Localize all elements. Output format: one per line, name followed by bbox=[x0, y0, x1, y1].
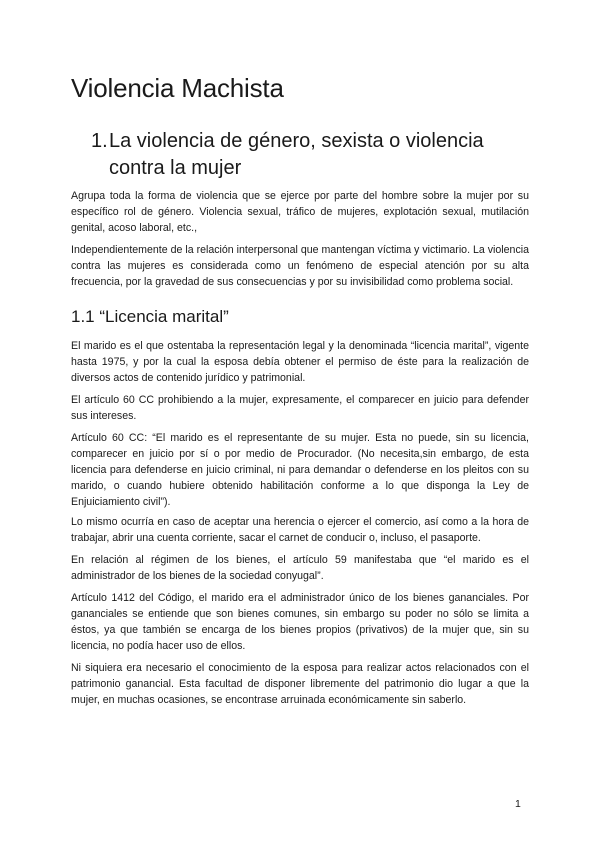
section-number: 1. bbox=[91, 130, 108, 152]
page-number: 1 bbox=[515, 798, 521, 810]
intro-paragraph-1: Agrupa toda la forma de violencia que se ejerce por parte del hombre sobre la mujer por su específico rol de género. Violencia sexual, tráfico de mujeres, explotación sexual, mutilación genital, acoso laboral, etc., bbox=[71, 190, 529, 234]
body-paragraph-6: Artículo 1412 del Código, el marido era el administrador único de los bienes gananciales. Por gananciales se entiende que son bienes comunes, sin embargo su poder no sólo se limita a éstos, ya que también se encarga de los bienes propios (privativos) de la mujer que, sin su licencia, no podía hacer uso de ellos. bbox=[71, 592, 529, 652]
section-heading bbox=[91, 128, 531, 182]
body-paragraph-1: El marido es el que ostentaba la representación legal y la denominada “licencia marital”, vigente hasta 1975, y por la cual la esposa debía obtener el permiso de éste para la realización de diversos actos de contenido jurídico y patrimonial. bbox=[71, 340, 529, 384]
section-title: La violencia de género, sexista o violencia contra la mujer bbox=[109, 130, 484, 179]
document-title: Violencia Machista bbox=[71, 73, 284, 103]
body-paragraph-3: Artículo 60 CC: “El marido es el representante de su mujer. Esta no puede, sin su licencia, comparecer en juicio por sí o por medio de Procurador. (No necesita,sin embargo, de esta licencia para defenderse en juicio criminal, ni para demandar o defenderse en los pleitos con su marido, o cuando hubiere obtenido habilitación conforme a lo que disponga la Ley de Enjuiciamiento civil”). bbox=[71, 432, 529, 508]
subsection-heading: 1.1 “Licencia marital” bbox=[71, 307, 229, 326]
body-paragraph-7: Ni siquiera era necesario el conocimiento de la esposa para realizar actos relacionados con el patrimonio ganancial. Esta facultad de disponer libremente del patrimonio dio lugar a que la mujer, en muchas ocasiones, se encontrase arruinada económicamente sin saberlo. bbox=[71, 662, 529, 706]
intro-paragraph-2: Independientemente de la relación interpersonal que mantengan víctima y victimario. La violencia contra las mujeres es considerada como un fenómeno de especial atención por su alta frecuencia, por la gravedad de sus consecuencias y por su invisibilidad como problema social. bbox=[71, 244, 529, 288]
body-paragraph-4: Lo mismo ocurría en caso de aceptar una herencia o ejercer el comercio, así como a la hora de trabajar, abrir una cuenta corriente, sacar el carnet de conducir o, incluso, el pasaporte. bbox=[71, 516, 529, 544]
body-paragraph-2: El artículo 60 CC prohibiendo a la mujer, expresamente, el comparecer en juicio para defender sus intereses. bbox=[71, 394, 529, 422]
body-paragraph-5: En relación al régimen de los bienes, el artículo 59 manifestaba que “el marido es el administrador de los bienes de la sociedad conyugal”. bbox=[71, 554, 529, 582]
